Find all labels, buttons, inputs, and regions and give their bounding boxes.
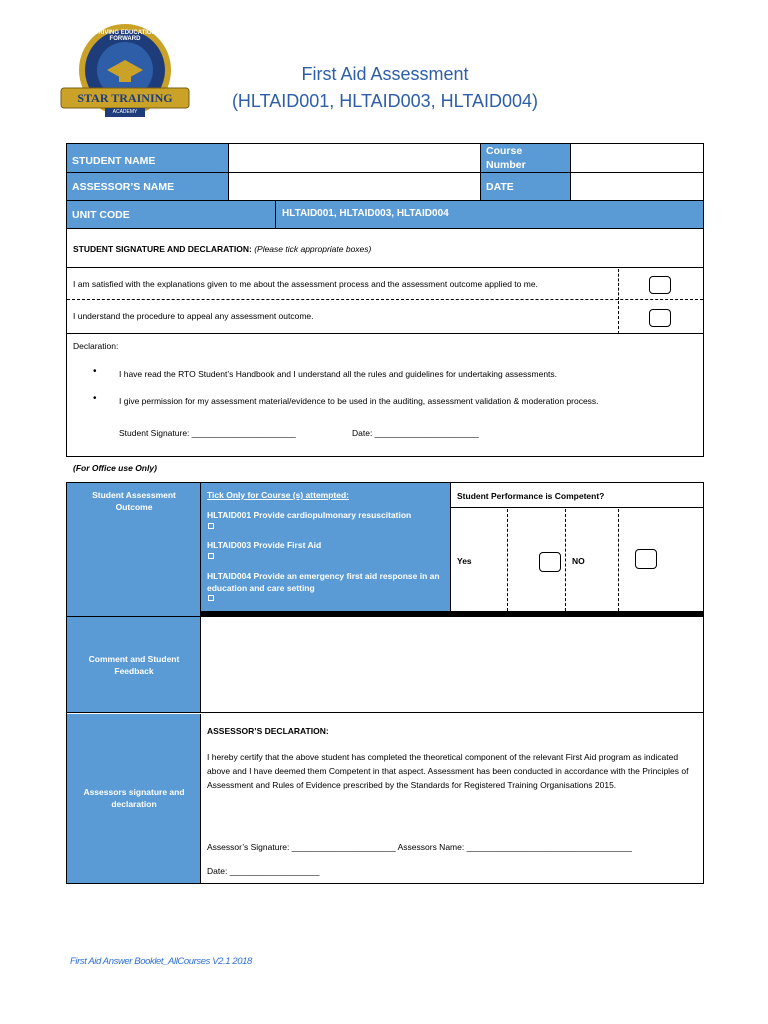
logo-arc-text: DRIVING EDUCATION FORWARD bbox=[94, 30, 156, 42]
outcome-label: Student Assessment Outcome bbox=[92, 490, 176, 512]
declaration-heading: STUDENT SIGNATURE AND DECLARATION: bbox=[73, 244, 252, 254]
student-name-label: STUDENT NAME bbox=[72, 155, 156, 167]
no-label: NO bbox=[572, 556, 585, 566]
course-2-checkbox[interactable] bbox=[208, 553, 214, 559]
assessor-name-field[interactable] bbox=[229, 173, 481, 201]
course-option-1: HLTAID001 Provide cardiopulmonary resuscitation bbox=[207, 510, 412, 520]
date-label: DATE bbox=[486, 181, 514, 193]
course-option-3: HLTAID004 Provide an emergency first aid response in an education and care setting bbox=[207, 571, 440, 593]
unit-code-value: HLTAID001, HLTAID003, HLTAID004 bbox=[282, 208, 449, 219]
declaration-hint: (Please tick appropriate boxes) bbox=[254, 244, 372, 254]
declaration-bullet-1: I have read the RTO Student’s Handbook and I understand all the rules and guidelines for undertaking assessments. bbox=[119, 369, 558, 379]
course-label-2: Number bbox=[486, 159, 526, 171]
statement-row-1 bbox=[67, 269, 703, 300]
assessor-label-cell bbox=[67, 714, 201, 883]
bullet-dot-2: • bbox=[93, 393, 97, 404]
yes-checkbox[interactable] bbox=[539, 552, 561, 572]
course-3-checkbox[interactable] bbox=[208, 595, 214, 601]
assessor-signature-line[interactable]: Assessor’s Signature: ______________________ Assessors Name: ___________________________________ bbox=[207, 842, 633, 852]
tick-heading: Tick Only for Course (s) attempted: bbox=[207, 490, 350, 500]
no-checkbox[interactable] bbox=[635, 549, 657, 569]
page-subtitle: (HLTAID001, HLTAID003, HLTAID004) bbox=[231, 91, 539, 111]
student-name-label-cell bbox=[67, 144, 229, 173]
footer-text: First Aid Answer Booklet_AllCourses V2.1 2018 bbox=[70, 956, 252, 967]
statement-row-2 bbox=[67, 301, 703, 334]
assessor-date-line[interactable]: Date: ___________________ bbox=[207, 866, 320, 876]
date-field[interactable] bbox=[571, 173, 703, 201]
course-number-field[interactable] bbox=[571, 144, 703, 173]
course-label-1: Course bbox=[486, 145, 523, 157]
course-number-label-cell bbox=[481, 144, 571, 173]
assessor-declaration-text: I hereby certify that the above student has completed the theoretical component of the relevant First Aid program as indicated above and I have deemed them Competent in that aspect. Assessment has been conducted in accordance with the Principles of Assessment and Rules of Evidence prescribed by the Standards for Registered Training Organisations 2015. bbox=[207, 752, 689, 790]
logo-banner-text: STAR TRAINING bbox=[77, 91, 173, 105]
statement-1: I am satisfied with the explanations given to me about the assessment process and the assessment outcome applied to me. bbox=[73, 279, 538, 289]
assessor-label: Assessors signature and declaration bbox=[83, 787, 185, 809]
office-use-note: (For Office use Only) bbox=[73, 463, 157, 473]
student-signature-line[interactable]: Student Signature: ______________________ bbox=[119, 428, 296, 438]
date-label-cell bbox=[481, 173, 571, 201]
unit-code-row bbox=[67, 201, 703, 229]
course-1-checkbox[interactable] bbox=[208, 523, 214, 529]
comment-field[interactable] bbox=[201, 617, 703, 713]
declaration-heading-row bbox=[67, 230, 703, 268]
page-title: First Aid Assessment bbox=[301, 64, 469, 84]
yes-label: Yes bbox=[457, 556, 472, 566]
performance-heading: Student Performance is Competent? bbox=[457, 491, 605, 501]
assessor-name-label: ASSESSOR’S NAME bbox=[72, 181, 175, 193]
statement-1-checkbox[interactable] bbox=[649, 276, 671, 294]
student-name-field[interactable] bbox=[229, 144, 481, 173]
logo-sub-text: ACADEMY bbox=[112, 109, 138, 115]
comment-label-cell bbox=[67, 617, 201, 713]
outcome-label-cell bbox=[67, 483, 201, 616]
assessor-name-label-cell bbox=[67, 173, 229, 201]
course-option-2: HLTAID003 Provide First Aid bbox=[207, 540, 322, 550]
logo bbox=[55, 22, 195, 122]
bullet-dot-1: • bbox=[93, 366, 97, 377]
declaration-bullet-2: I give permission for my assessment material/evidence to be used in the auditing, assessment validation & moderation process. bbox=[119, 396, 599, 406]
student-date-line[interactable]: Date: ______________________ bbox=[352, 428, 479, 438]
comment-label: Comment and Student Feedback bbox=[88, 654, 180, 676]
course-tick-cell bbox=[201, 483, 451, 611]
performance-heading-cell bbox=[451, 483, 703, 508]
assessor-declaration-heading: ASSESSOR’S DECLARATION: bbox=[207, 726, 329, 736]
statement-2: I understand the procedure to appeal any assessment outcome. bbox=[73, 311, 314, 321]
statement-2-checkbox[interactable] bbox=[649, 309, 671, 327]
unit-code-label: UNIT CODE bbox=[72, 209, 130, 221]
declaration-label: Declaration: bbox=[73, 341, 119, 351]
